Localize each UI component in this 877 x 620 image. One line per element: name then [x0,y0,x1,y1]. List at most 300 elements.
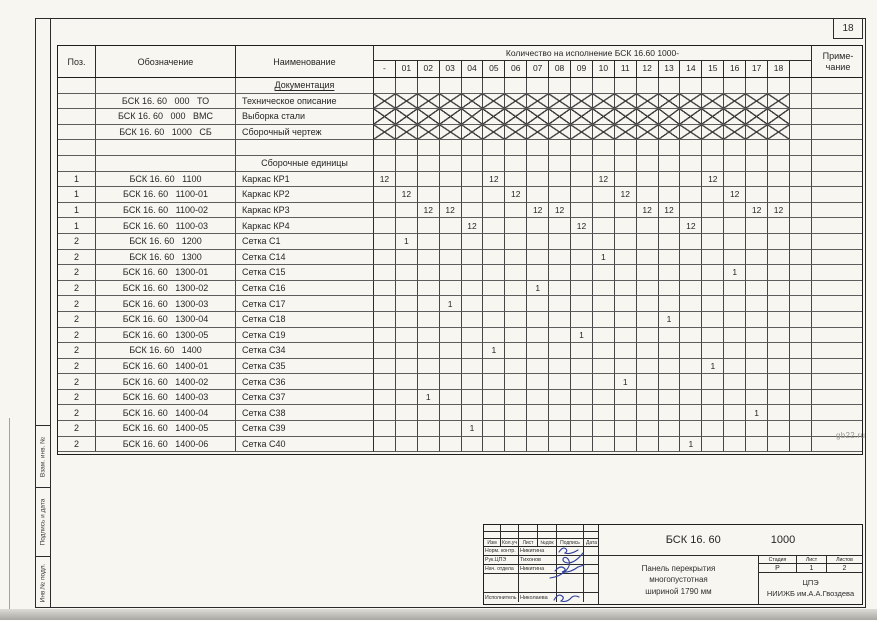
qty-cell [396,109,418,125]
qty-cell [637,265,659,281]
qty-cell [440,78,462,94]
exec-col-header: 09 [571,61,593,77]
rev-header-row [484,539,598,547]
rev-grid-cell [584,574,599,592]
qty-cell [571,359,593,375]
qty-cell [571,94,593,110]
qty-cell [374,187,396,203]
note-cell [812,94,863,110]
rev-grid-cell [519,525,538,531]
qty-cell [615,281,637,297]
qty-cell [768,187,790,203]
qty-cell [549,281,571,297]
pos-cell [58,156,96,172]
qty-cell [549,374,571,390]
qty-cell [768,437,790,453]
qty-cell [746,140,768,156]
qty-cell [505,125,527,141]
designation-cell [96,140,236,156]
qty-cell [440,328,462,344]
qty-cell [462,312,484,328]
qty-cell [768,140,790,156]
qty-cell [680,140,702,156]
sign-name: Тихонов [519,556,557,564]
qty-cell [659,78,681,94]
qty-cell [527,78,549,94]
qty-cell [746,281,768,297]
qty-cell [680,421,702,437]
qty-cell [418,187,440,203]
qty-cell [549,328,571,344]
qty-cell [396,78,418,94]
spec-table-body [58,78,862,454]
table-row [58,125,862,141]
rev-grid-cell [538,525,557,531]
qty-cell: 1 [462,421,484,437]
table-row [58,78,862,94]
qty-cell [593,265,615,281]
qty-cell [571,172,593,188]
qty-cell [374,94,396,110]
qty-cell [440,281,462,297]
qty-cell [418,312,440,328]
qty-cell [374,312,396,328]
sign-role: Нач. отдела [484,565,519,573]
qty-cell [702,94,724,110]
qty-cell [483,359,505,375]
qty-cell [505,437,527,453]
qty-cell [396,140,418,156]
rev-grid-cell [557,525,584,531]
qty-cell [680,281,702,297]
qty-cell [746,328,768,344]
qty-cell [637,312,659,328]
qty-cell [418,437,440,453]
qty-cell [768,312,790,328]
qty-cell [768,265,790,281]
frame-cell-vzam-inv [35,425,50,487]
qty-cell [746,265,768,281]
qty-cell [396,359,418,375]
qty-cell [462,156,484,172]
signature-cell [557,593,584,602]
qty-cell [505,78,527,94]
qty-cell [549,421,571,437]
table-row [58,343,862,359]
document-title-line: Панель перекрытия [641,564,716,574]
qty-cell [396,343,418,359]
qty-cell [549,390,571,406]
exec-col-header: 06 [505,61,527,77]
qty-cell [396,218,418,234]
qty-cell [746,250,768,266]
date-cell [584,593,599,602]
qty-cell [462,125,484,141]
qty-cell [659,156,681,172]
qty-cell [483,296,505,312]
qty-cell [637,218,659,234]
qty-cell [680,312,702,328]
qty-cell [440,343,462,359]
qty-cell [768,296,790,312]
name-cell: Сетка С37 [236,390,374,406]
rev-col-header: Дата [585,539,598,546]
pos-cell: 2 [58,405,96,421]
qty-cell [724,421,746,437]
executor-row [484,593,598,602]
qty-cell [462,94,484,110]
qty-cell [615,359,637,375]
qty-cell [527,328,549,344]
qty-cell [396,421,418,437]
qty-cell [418,250,440,266]
qty-cell [659,390,681,406]
qty-cell [571,296,593,312]
qty-cell [374,405,396,421]
stage-values-row [759,564,862,573]
rev-grid-cell [584,532,599,538]
qty-cell [571,187,593,203]
qty-cell [527,421,549,437]
qty-cell [637,78,659,94]
frame-inner-line [50,18,51,608]
qty-cell [483,421,505,437]
watermark-text: gb22.ru [836,431,866,440]
table-row [58,250,862,266]
qty-cell [462,405,484,421]
qty-cell [505,405,527,421]
qty-cell [549,437,571,453]
qty-cell [659,437,681,453]
qty-cell [680,234,702,250]
designation-cell: БСК 16. 60 1400-05 [96,421,236,437]
qty-cell [659,328,681,344]
note-line: чание [825,61,851,72]
note-cell [812,296,863,312]
rev-col-header: Подпись [557,539,584,546]
qty-cell [593,359,615,375]
qty-cell: 12 [659,203,681,219]
qty-cell [790,374,812,390]
qty-cell [593,203,615,219]
exec-col-header: 13 [659,61,681,77]
note-cell [812,156,863,172]
qty-cell [483,312,505,328]
name-cell [236,140,374,156]
qty-cell: 1 [418,390,440,406]
pos-cell: 2 [58,250,96,266]
qty-cell [702,156,724,172]
sign-row [484,547,598,556]
note-cell [812,374,863,390]
document-code-cell [599,525,862,556]
qty-cell [746,125,768,141]
qty-cell [746,390,768,406]
designation-cell: БСК 16. 60 1300-03 [96,296,236,312]
qty-cell [615,156,637,172]
rev-grid-cell [584,525,599,531]
qty-cell [593,234,615,250]
qty-cell [680,390,702,406]
qty-cell [418,140,440,156]
qty-cell [790,437,812,453]
qty-cell [615,140,637,156]
qty-cell [505,296,527,312]
qty-cell [527,343,549,359]
qty-cell: 12 [702,172,724,188]
name-cell: Сетка С19 [236,328,374,344]
qty-cell [418,281,440,297]
qty-cell [724,374,746,390]
qty-cell: 12 [374,172,396,188]
note-cell [812,78,863,94]
qty-cell [396,296,418,312]
page-edge-line [9,418,10,614]
rev-grid-cell [501,525,519,531]
exec-col-header: 15 [702,61,724,77]
qty-cell [374,78,396,94]
exec-col-header [790,61,812,77]
qty-cell [418,125,440,141]
qty-cell [680,328,702,344]
designation-cell: БСК 16. 60 1400-06 [96,437,236,453]
signature-cell [557,565,584,573]
qty-cell [396,328,418,344]
qty-cell [615,78,637,94]
qty-cell [440,218,462,234]
qty-cell [593,343,615,359]
qty-cell [418,343,440,359]
qty-cell [396,437,418,453]
qty-cell [418,265,440,281]
exec-col-header: 18 [768,61,790,77]
qty-cell [483,390,505,406]
qty-cell [593,296,615,312]
qty-cell [746,312,768,328]
qty-cell [462,296,484,312]
note-cell [812,281,863,297]
designation-cell: БСК 16. 60 1400-04 [96,405,236,421]
qty-cell [768,125,790,141]
qty-cell [702,140,724,156]
qty-cell [374,156,396,172]
qty-cell [615,250,637,266]
exec-col-header: 05 [483,61,505,77]
qty-cell [724,343,746,359]
header-name: Наименование [236,46,374,77]
qty-cell [505,421,527,437]
qty-cell [724,156,746,172]
qty-cell [593,94,615,110]
designation-cell: БСК 16. 60 1100-01 [96,187,236,203]
qty-cell [615,296,637,312]
note-cell [812,109,863,125]
qty-cell [396,156,418,172]
qty-cell [571,343,593,359]
qty-cell [505,172,527,188]
qty-cell [483,328,505,344]
name-cell: Каркас КР1 [236,172,374,188]
qty-cell [571,437,593,453]
executor-role: Исполнитель [484,593,519,602]
designation-cell: БСК 16. 60 1100-02 [96,203,236,219]
note-cell [812,187,863,203]
qty-cell [790,265,812,281]
exec-col-header: 03 [440,61,462,77]
designation-cell: БСК 16. 60 1200 [96,234,236,250]
note-cell [812,390,863,406]
note-cell [812,312,863,328]
table-row [58,328,862,344]
table-row [58,234,862,250]
qty-cell [790,359,812,375]
title-block [483,524,863,605]
qty-cell [790,78,812,94]
pos-cell: 2 [58,437,96,453]
qty-cell [549,94,571,110]
qty-cell [746,172,768,188]
qty-cell [440,250,462,266]
qty-cell [615,343,637,359]
qty-cell [440,172,462,188]
pos-cell: 2 [58,343,96,359]
qty-cell [702,125,724,141]
name-cell: Сетка С16 [236,281,374,297]
qty-cell [746,296,768,312]
qty-cell [768,405,790,421]
qty-cell [462,281,484,297]
qty-cell [790,109,812,125]
qty-cell: 1 [724,265,746,281]
qty-cell [724,218,746,234]
qty-cell [483,78,505,94]
qty-cell: 1 [571,328,593,344]
qty-cell [527,234,549,250]
qty-cell [505,281,527,297]
qty-cell [527,405,549,421]
sign-name: Никитина [519,565,557,573]
qty-cell [505,250,527,266]
qty-cell [571,234,593,250]
exec-col-header: - [374,61,396,77]
qty-cell: 1 [615,374,637,390]
qty-cell [790,328,812,344]
exec-col-header: 04 [462,61,484,77]
note-cell [812,343,863,359]
table-row [58,390,862,406]
qty-cell [571,156,593,172]
qty-cell [483,374,505,390]
designation-cell [96,78,236,94]
table-row [58,140,862,156]
qty-cell [637,187,659,203]
sign-row [484,565,598,574]
name-cell: Каркас КР2 [236,187,374,203]
exec-col-header: 11 [615,61,637,77]
header-designation: Обозначение [96,46,236,77]
qty-cell [374,437,396,453]
document-title-cell [599,556,759,604]
qty-cell [724,234,746,250]
document-execution: 1000 [770,534,796,546]
signature-cell [557,556,584,564]
qty-cell [440,312,462,328]
qty-cell [593,156,615,172]
name-cell: Сетка С39 [236,421,374,437]
qty-cell [593,421,615,437]
qty-cell [483,405,505,421]
qty-cell [418,78,440,94]
qty-cell [571,125,593,141]
executor-name: Николаева [519,593,557,602]
qty-cell [483,94,505,110]
qty-cell [418,234,440,250]
note-cell [812,234,863,250]
qty-cell: 12 [527,203,549,219]
qty-cell [790,405,812,421]
qty-cell [593,187,615,203]
qty-cell: 12 [680,218,702,234]
qty-cell [396,94,418,110]
qty-cell [505,312,527,328]
qty-cell [571,250,593,266]
qty-cell [659,343,681,359]
qty-cell [680,343,702,359]
qty-cell: 1 [659,312,681,328]
qty-cell [637,234,659,250]
note-cell [812,405,863,421]
qty-cell [527,250,549,266]
rev-col-header: Лист [519,539,538,546]
qty-cell [637,421,659,437]
qty-cell [483,140,505,156]
qty-cell: 1 [396,234,418,250]
qty-cell [418,405,440,421]
designation-cell: БСК 16. 60 000 ВМС [96,109,236,125]
qty-cell [790,156,812,172]
specification-table [57,45,866,455]
qty-cell [659,94,681,110]
pos-cell: 1 [58,203,96,219]
qty-cell [440,187,462,203]
qty-cell [527,359,549,375]
qty-cell [374,421,396,437]
qty-cell: 12 [637,203,659,219]
qty-cell [396,281,418,297]
qty-cell [396,172,418,188]
qty-cell [418,359,440,375]
qty-cell [768,359,790,375]
qty-cell [571,405,593,421]
qty-cell [790,312,812,328]
qty-cell [462,265,484,281]
date-cell [584,565,599,573]
sign-role: Рук.ЦПЭ [484,556,519,564]
qty-cell [768,109,790,125]
qty-cell [680,374,702,390]
qty-cell [790,187,812,203]
qty-cell [549,156,571,172]
qty-cell [505,156,527,172]
qty-cell [746,187,768,203]
qty-cell [483,156,505,172]
qty-cell [659,359,681,375]
qty-cell [440,234,462,250]
qty-cell [396,250,418,266]
qty-cell [374,296,396,312]
sheets-header: Листов [836,556,853,563]
note-cell [812,218,863,234]
